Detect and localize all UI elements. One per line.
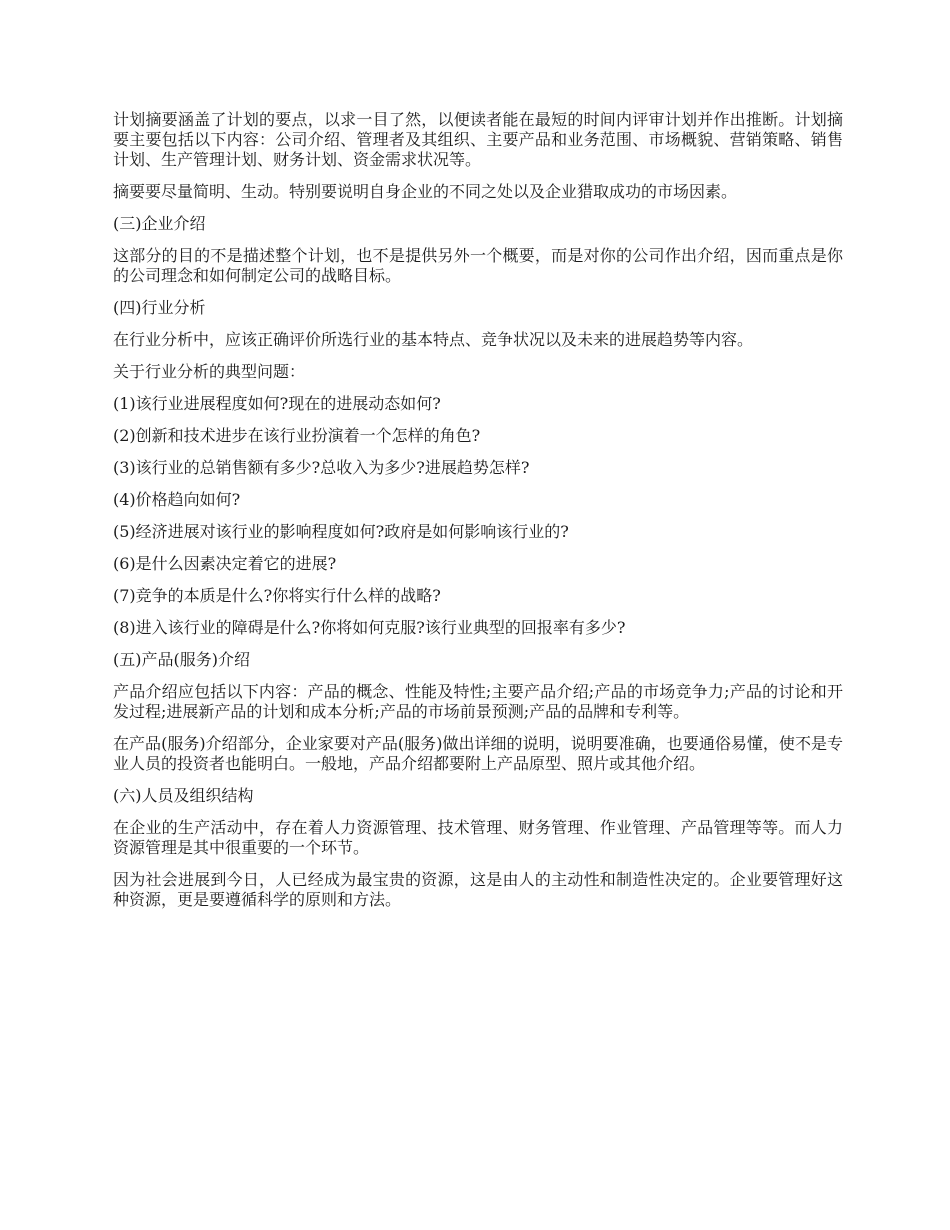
paragraph-human-resources: 因为社会进展到今日，人已经成为最宝贵的资源，这是由人的主动性和制造性决定的。企业要管理好这种资源，更是要遵循科学的原则和方法。 xyxy=(113,870,843,909)
list-item-question-2: (2)创新和技术进步在该行业扮演着一个怎样的角色? xyxy=(113,426,481,445)
document-page xyxy=(113,110,843,922)
section-heading-personnel: (六)人员及组织结构 xyxy=(113,786,254,805)
paragraph-summary-style: 摘要要尽量简明、生动。特别要说明自身企业的不同之处以及企业猎取成功的市场因素。 xyxy=(113,182,738,201)
list-item-question-6: (6)是什么因素决定着它的进展? xyxy=(113,554,337,573)
paragraph-product-contents: 产品介绍应包括以下内容：产品的概念、性能及特性;主要产品介绍;产品的市场竞争力;产品的讨论和开发过程;进展新产品的计划和成本分析;产品的市场前景预测;产品的品牌和专利等。 xyxy=(113,682,843,721)
list-item-question-1: (1)该行业进展程度如何?现在的进展动态如何? xyxy=(113,394,441,413)
paragraph-industry-analysis: 在行业分析中，应该正确评价所选行业的基本特点、竞争状况以及未来的进展趋势等内容。 xyxy=(113,330,754,349)
list-item-question-7: (7)竞争的本质是什么?你将实行什么样的战略? xyxy=(113,586,441,605)
list-item-question-5: (5)经济进展对该行业的影响程度如何?政府是如何影响该行业的? xyxy=(113,522,569,541)
paragraph-product-description: 在产品(服务)介绍部分，企业家要对产品(服务)做出详细的说明，说明要准确，也要通俗易懂，使不是专业人员的投资者也能明白。一般地，产品介绍都要附上产品原型、照片或其他介绍。 xyxy=(113,734,843,773)
list-item-question-8: (8)进入该行业的障碍是什么?你将如何克服?该行业典型的回报率有多少? xyxy=(113,618,626,637)
list-item-question-4: (4)价格趋向如何? xyxy=(113,490,241,509)
list-item-question-3: (3)该行业的总销售额有多少?总收入为多少?进展趋势怎样? xyxy=(113,458,530,477)
section-heading-product-intro: (五)产品(服务)介绍 xyxy=(113,650,250,669)
paragraph-company-intro: 这部分的目的不是描述整个计划，也不是提供另外一个概要，而是对你的公司作出介绍，因而重点是你的公司理念和如何制定公司的战略目标。 xyxy=(113,246,843,285)
paragraph-personnel-management: 在企业的生产活动中，存在着人力资源管理、技术管理、财务管理、作业管理、产品管理等等。而人力资源管理是其中很重要的一个环节。 xyxy=(113,818,843,857)
paragraph-typical-questions-intro: 关于行业分析的典型问题： xyxy=(113,362,306,381)
section-heading-industry-analysis: (四)行业分析 xyxy=(113,298,206,317)
section-heading-company-intro: (三)企业介绍 xyxy=(113,214,206,233)
paragraph-summary-scope: 计划摘要涵盖了计划的要点，以求一目了然，以便读者能在最短的时间内评审计划并作出推断。计划摘要主要包括以下内容：公司介绍、管理者及其组织、主要产品和业务范围、市场概貌、营销策略、销售计划、生产管理计划、财务计划、资金需求状况等。 xyxy=(113,110,843,169)
